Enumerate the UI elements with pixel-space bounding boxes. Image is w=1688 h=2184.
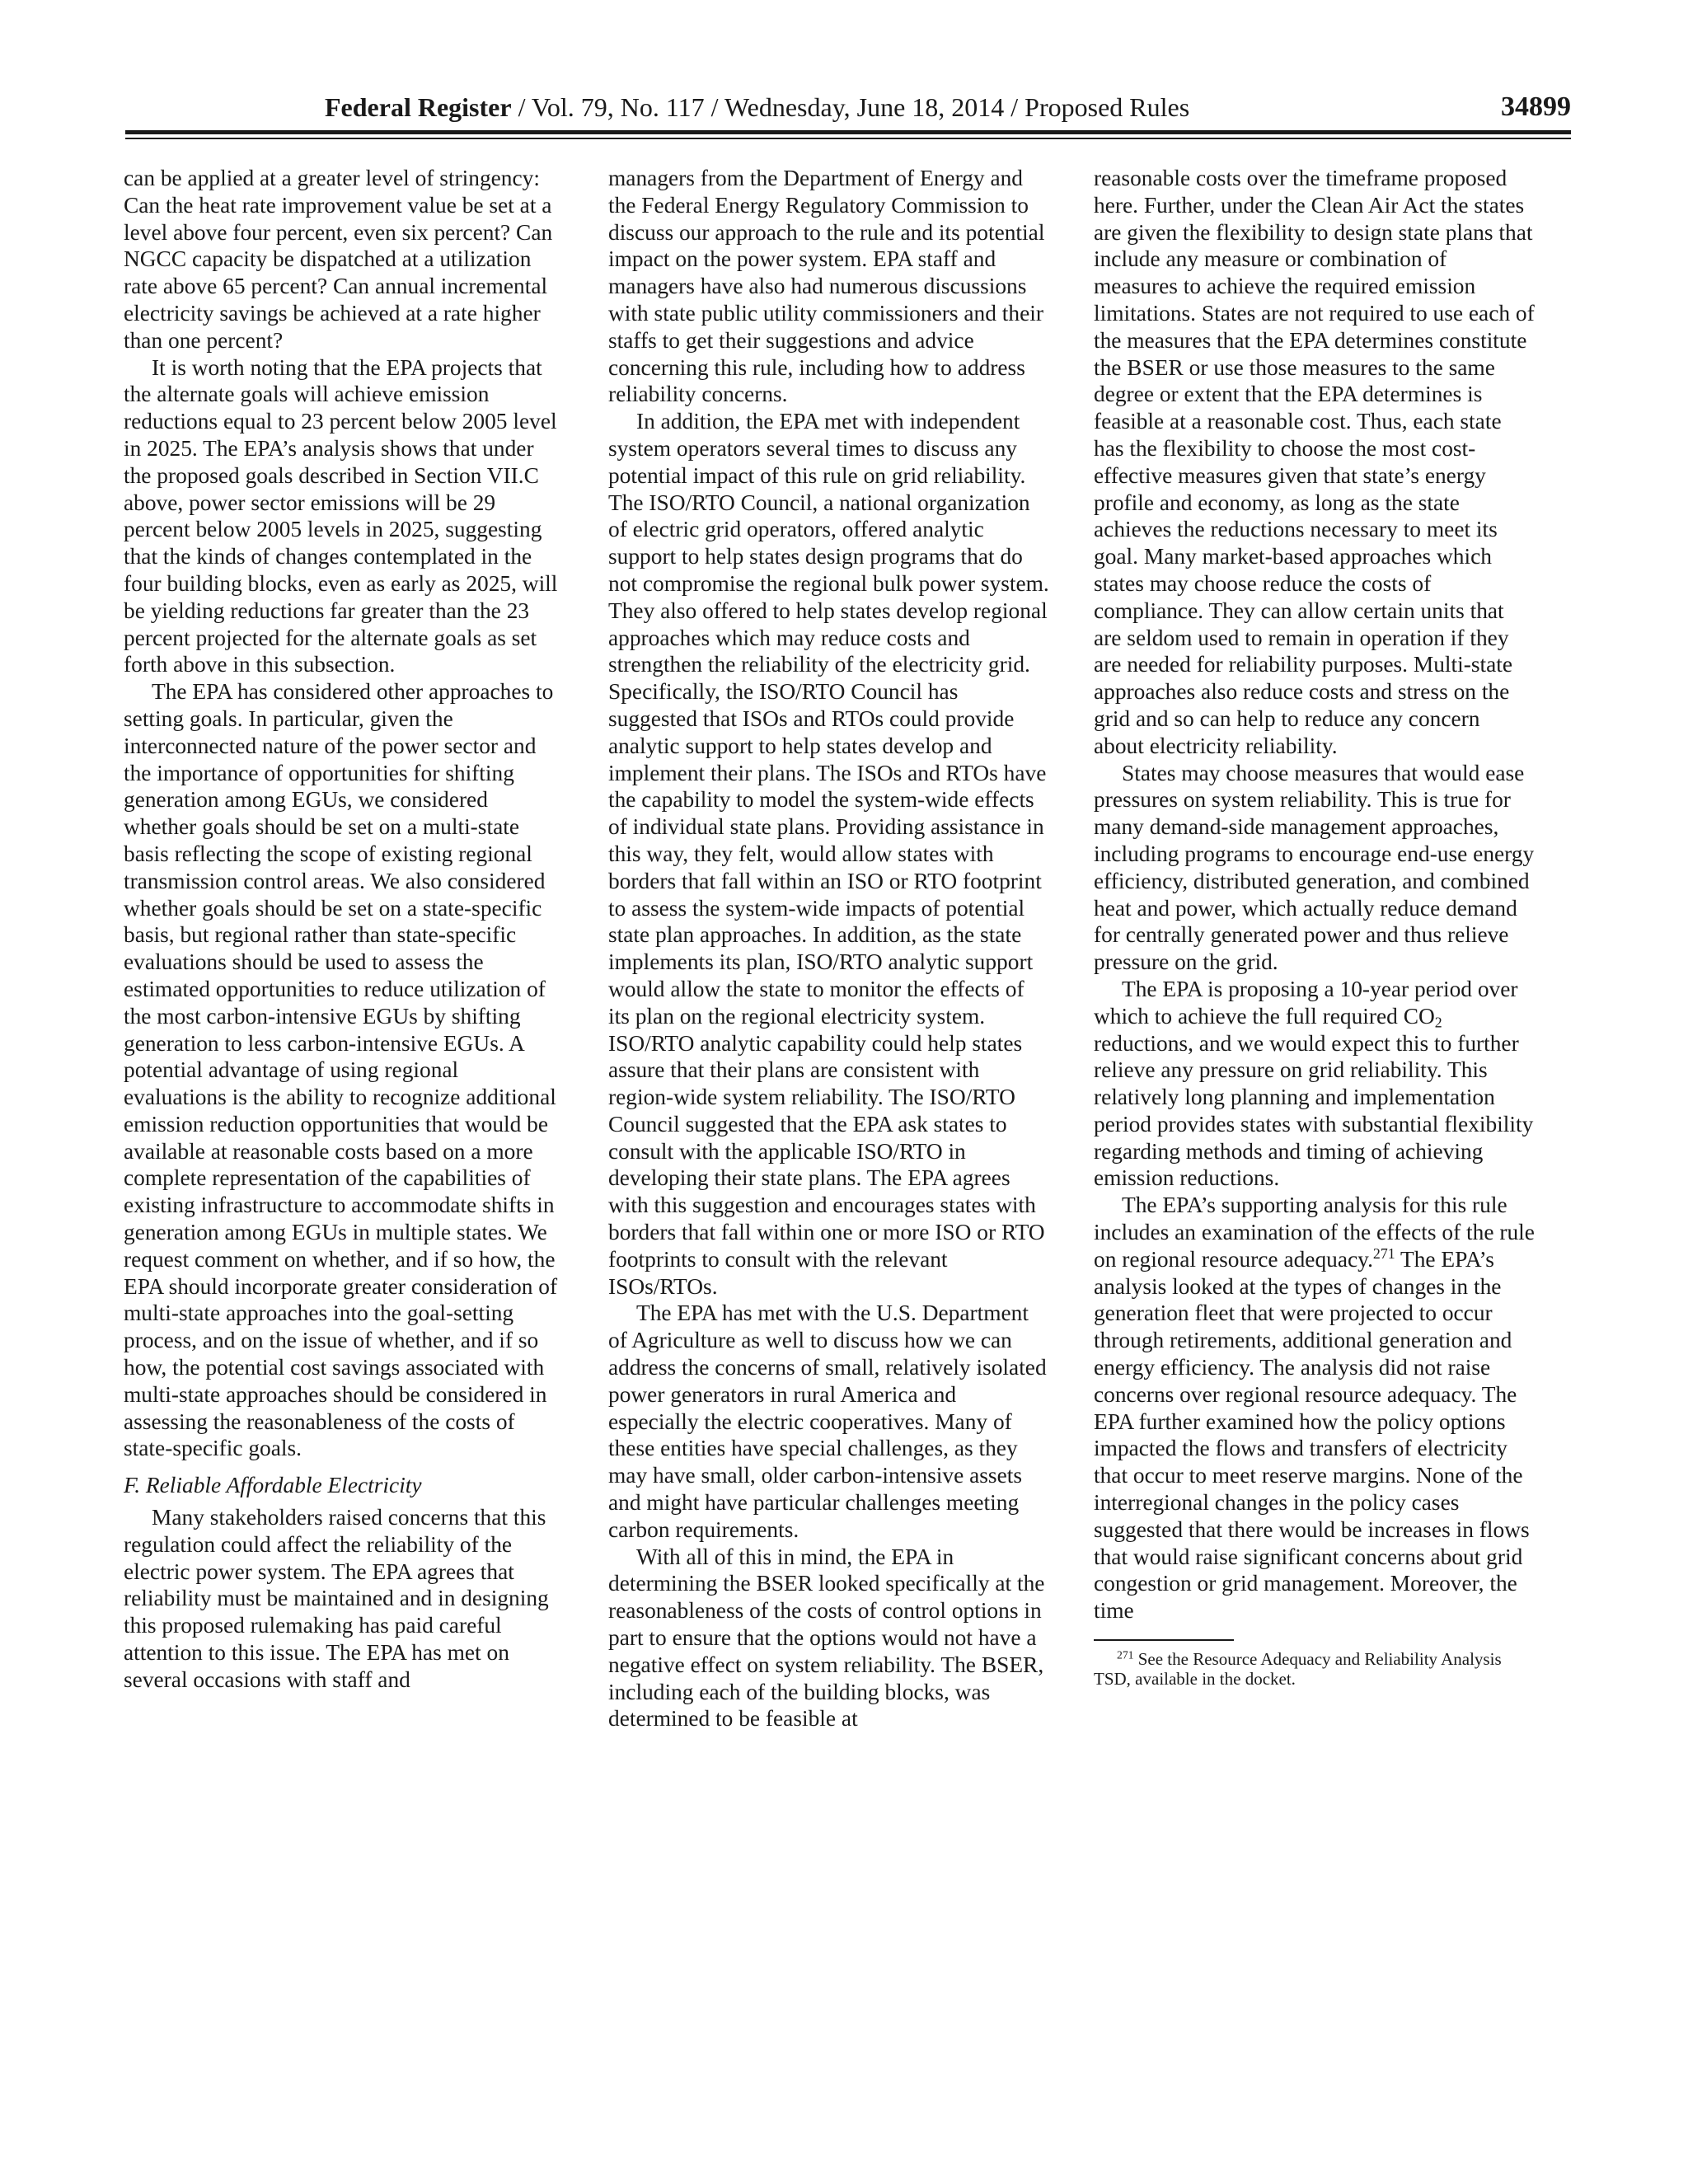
subscript: 2: [1434, 1014, 1442, 1031]
paragraph: The EPA has considered other approaches to setting goals. In particular, given the interconnected nature of the power sector and the importance of opportunities for shifting generation among EGUs, we considered whether goals should be set on a multi-state basis reflecting the scope of existing regional transmission control areas. We also considered whether goals should be set on a state-specific basis, but regional rather than state-specific evaluations should be used to assess the estimated opportunities to reduce utilization of the most carbon-intensive EGUs by shifting generation to less carbon-intensive EGUs. A potential advantage of using regional evaluations is the ability to recognize additional emission reduction opportunities that would be available at reasonable costs based on a more complete representation of the capabilities of existing infrastructure to accommodate shifts in generation among EGUs in multiple states. We request comment on whether, and if so how, the EPA should incorporate greater consideration of multi-state approaches into the goal-setting process, and on the issue of whether, and if so how, the potential cost savings associated with multi-state approaches should be considered in assessing the reasonableness of the costs of state-specific goals.: [124, 679, 558, 1461]
column-3: [1094, 165, 1535, 1689]
footnote-text: See the Resource Adequacy and Reliability Analysis TSD, available in the docket.: [1094, 1649, 1502, 1690]
text-run: The EPA’s supporting analysis for this rule includes an examination of the effects of the rule on regional resource adequacy.: [1094, 1193, 1535, 1272]
journal-title: Federal Register: [325, 92, 512, 122]
paragraph: Many stakeholders raised concerns that this regulation could affect the reliability of the electric power system. The EPA agrees that reliability must be maintained and in designing this proposed rulemaking has paid careful attention to this issue. The EPA has met on several occasions with staff and: [124, 1505, 549, 1692]
text-run: The EPA is proposing a 10-year period over which to achieve the full required CO: [1094, 976, 1518, 1029]
paragraph: reasonable costs over the timeframe proposed here. Further, under the Clean Air Act the states are given the flexibility to design state plans that include any measure or combination of measures to achieve the required emission limitations. States are not required to use each of the measures that the EPA determines constitute the BSER or use those measures to the same degree or extent that the EPA determines is feasible at a reasonable cost. Thus, each state has the flexibility to choose the most cost-effective measures given that state’s energy profile and economy, as long as the state achieves the reductions necessary to meet its goal. Many market-based approaches which states may choose reduce the costs of compliance. They can allow certain units that are seldom used to remain in operation if they are needed for reliability purposes. Multi-state approaches also reduce costs and stress on the grid and so can help to reduce any concern about electricity reliability.: [1094, 166, 1535, 758]
paragraph: [1094, 976, 1535, 1192]
issue-info: / Vol. 79, No. 117 / Wednesday, June 18, 2014 / Proposed Rules: [511, 92, 1190, 122]
column-2: [608, 165, 1049, 1732]
header-rule-thick: [125, 130, 1571, 134]
running-head: [325, 87, 1189, 128]
paragraph: With all of this in mind, the EPA in determining the BSER looked specifically at the reasonableness of the costs of control options in part to ensure that the options would not have a negative effect on system reliability. The BSER, including each of the building blocks, was determined to be feasible at: [608, 1544, 1045, 1732]
page-header: [125, 87, 1571, 128]
paragraph: It is worth noting that the EPA projects that the alternate goals will achieve emission reductions equal to 23 percent below 2005 level in 2025. The EPA’s analysis shows that under the proposed goals described in Section VII.C above, power sector emissions will be 29 percent below 2005 levels in 2025, suggesting that the kinds of changes contemplated in the four building blocks, even as early as 2025, will be yielding reductions far greater than the 23 percent projected for the alternate goals as set forth above in this subsection.: [124, 354, 558, 677]
header-rule-thin: [125, 138, 1571, 139]
paragraph: managers from the Department of Energy and the Federal Energy Regulatory Commission to discuss our approach to the rule and its potential impact on the power system. EPA staff and managers have also had numerous discussions with state public utility commissioners and their staffs to get their suggestions and advice concerning this rule, including how to address reliability concerns.: [608, 166, 1045, 407]
paragraph: The EPA has met with the U.S. Department of Agriculture as well to discuss how we can address the concerns of small, relatively isolated power generators in rural America and especially the electric cooperatives. Many of these entities have special challenges, as they may have small, older carbon-intensive assets and might have particular challenges meeting carbon requirements.: [608, 1301, 1047, 1542]
footnote: [1094, 1649, 1535, 1689]
paragraph: can be applied at a greater level of stringency: Can the heat rate improvement value be set at a level above four percent, even six percent? Can NGCC capacity be dispatched at a utilization rate above 65 percent? Can annual incremental electricity savings be achieved at a rate higher than one percent?: [124, 166, 553, 353]
footnote-number: 271: [1117, 1648, 1134, 1661]
paragraph: In addition, the EPA met with independent system operators several times to discuss any potential impact of this rule on grid reliability. The ISO/RTO Council, a national organization of electric grid operators, offered analytic support to help states design programs that do not compromise the regional bulk power system. They also offered to help states develop regional approaches which may reduce costs and strengthen the reliability of the electricity grid. Specifically, the ISO/RTO Council has suggested that ISOs and RTOs could provide analytic support to help states develop and implement their plans. The ISOs and RTOs have the capability to model the system-wide effects of individual state plans. Providing assistance in this way, they felt, would allow states with borders that fall within an ISO or RTO footprint to assess the system-wide impacts of potential state plan approaches. In addition, as the state implements its plan, ISO/RTO analytic support would allow the state to monitor the effects of its plan on the regional electricity system. ISO/RTO analytic capability could help states assure that their plans are consistent with region-wide system reliability. The ISO/RTO Council suggested that the EPA ask states to consult with the applicable ISO/RTO in developing their state plans. The EPA agrees with this suggestion and encourages states with borders that fall within one or more ISO or RTO footprints to consult with the relevant ISOs/RTOs.: [608, 409, 1049, 1299]
text-run: reductions, and we would expect this to further relieve any pressure on grid reliability. This relatively long planning and implementation period provides states with substantial flexibility regarding methods and timing of achieving emission reductions.: [1094, 1030, 1534, 1191]
page-number: 34899: [1501, 91, 1571, 122]
column-1: [124, 165, 565, 1694]
paragraph: States may choose measures that would ease pressures on system reliability. This is true for many demand-side management approaches, including programs to encourage end-use energy efficiency, distributed generation, and combined heat and power, which actually reduce demand for centrally generated power and thus relieve pressure on the grid.: [1094, 760, 1535, 975]
footnote-rule: [1094, 1639, 1234, 1641]
section-heading: F. Reliable Affordable Electricity: [124, 1473, 422, 1498]
paragraph: [1094, 1192, 1535, 1624]
text-run: The EPA’s analysis looked at the types of changes in the generation fleet that were projected to occur through retirements, additional generation and energy efficiency. The analysis did not raise concerns over regional resource adequacy. The EPA further examined how the policy options impacted the flows and transfers of electricity that occur to meet reserve margins. None of the interregional changes in the policy cases suggested that there would be increases in flows that would raise significant concerns about grid congestion or grid management. Moreover, the time: [1094, 1246, 1530, 1624]
footnote-reference[interactable]: 271: [1372, 1245, 1395, 1263]
